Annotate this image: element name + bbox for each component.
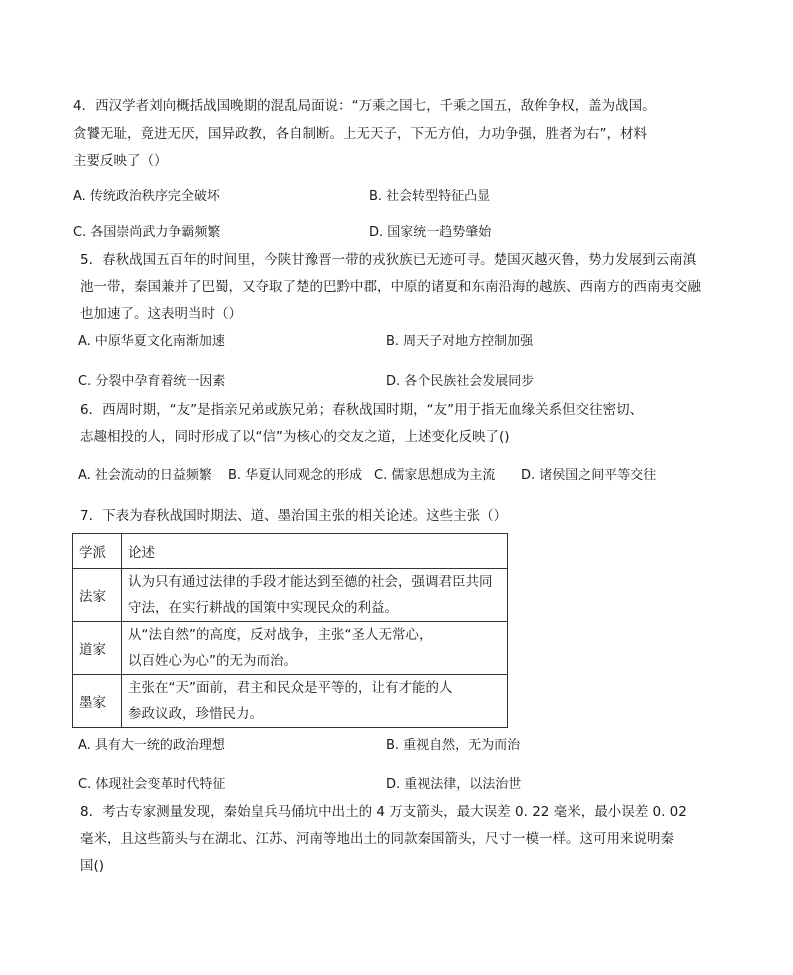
q6-stem-line2: 志趣相投的人，同时形成了以“信”为核心的交友之道，上述变化反映了() [80, 429, 510, 445]
q7-option-c: C. 体现社会变革时代特征 [78, 777, 226, 792]
schools-table [72, 533, 508, 728]
q4-stem-line2: 贪饕无耻，竟进无厌，国异政教，各自制断。上无天子，下无方伯，力功争强，胜者为右”，材料 [73, 126, 647, 142]
table-cell-line: 守法，在实行耕战的国策中实现民众的利益。 [128, 600, 398, 616]
q4-option-b: B. 社会转型特征凸显 [369, 189, 491, 204]
q8-stem-line1: 8．考古专家测量发现，秦始皇兵马俑坑中出土的 4 万支箭头，最大误差 0. 22 毫米，最小误差 0. 02 [80, 804, 687, 820]
table-header-row [73, 534, 508, 569]
q5-option-b: B. 周天子对地方控制加强 [386, 334, 534, 349]
table-cell-content [122, 569, 508, 622]
q6-option-a: A. 社会流动的日益频繁 [78, 468, 212, 483]
q6-stem-line1: 6．西周时期，“友”是指亲兄弟或族兄弟；春秋战国时期，“友”用于指无血缘关系但交往密切、 [80, 402, 644, 418]
table-cell-line: 主张在“天”面前，君主和民众是平等的，让有才能的人 [128, 680, 453, 696]
table-cell-school: 墨家 [73, 675, 122, 728]
q4-option-d: D. 国家统一趋势肇始 [369, 225, 492, 240]
table-row [73, 569, 508, 622]
table-cell-content [122, 675, 508, 728]
q4-option-a: A. 传统政治秩序完全破坏 [73, 189, 220, 204]
q6-option-c: C. 儒家思想成为主流 [374, 468, 496, 483]
q7-option-a: A. 具有大一统的政治理想 [78, 738, 225, 753]
table-row [73, 622, 508, 675]
table-cell-content [122, 622, 508, 675]
q6-option-b: B. 华夏认同观念的形成 [228, 468, 363, 483]
q5-option-a: A. 中原华夏文化南渐加速 [78, 334, 225, 349]
table-cell-school: 法家 [73, 569, 122, 622]
q7-stem-line1: 7．下表为春秋战国时期法、道、墨治国主张的相关论述。这些主张（） [80, 508, 508, 524]
q5-stem-line1: 5．春秋战国五百年的时间里，今陕甘豫晋一带的戎狄族已无迹可寻。楚国灭越灭鲁，势力发展到云南滇 [80, 252, 697, 268]
q7-option-d: D. 重视法律，以法治世 [386, 777, 522, 792]
table-cell-school: 道家 [73, 622, 122, 675]
q8-stem-line2: 毫米，且这些箭头与在湖北、江苏、河南等地出土的同款秦国箭头，尺寸一模一样。这可用来说明秦 [80, 831, 674, 847]
table-cell-line: 认为只有通过法律的手段才能达到至德的社会，强调君臣共同 [128, 574, 493, 590]
table-header-content: 论述 [122, 534, 508, 569]
q8-stem-line3: 国() [80, 858, 105, 874]
q5-stem-line2: 池一带，秦国兼并了巴蜀，又夺取了楚的巴黔中郡，中原的诸夏和东南沿海的越族、西南方的西南夷交融 [80, 279, 701, 295]
table-cell-line: 从“法自然”的高度，反对战争，主张“圣人无常心， [128, 627, 433, 643]
q5-option-d: D. 各个民族社会发展同步 [386, 374, 535, 389]
q6-option-d: D. 诸侯国之间平等交往 [521, 468, 657, 483]
table-cell-line: 以百姓心为心”的无为而治。 [128, 653, 297, 669]
q4-option-c: C. 各国崇尚武力争霸频繁 [73, 225, 221, 240]
table-row [73, 675, 508, 728]
table-cell-line: 参政议政，珍惜民力。 [128, 706, 263, 722]
q5-option-c: C. 分裂中孕育着统一因素 [78, 374, 226, 389]
table-header-school: 学派 [73, 534, 122, 569]
q4-stem-line1: 4．西汉学者刘向概括战国晚期的混乱局面说：“万乘之国七，千乘之国五，敌侔争权，盖为战国。 [73, 98, 656, 114]
q5-stem-line3: 也加速了。这表明当时（） [80, 306, 242, 322]
q7-option-b: B. 重视自然，无为而治 [386, 738, 521, 753]
q4-stem-line3: 主要反映了（） [73, 153, 168, 169]
